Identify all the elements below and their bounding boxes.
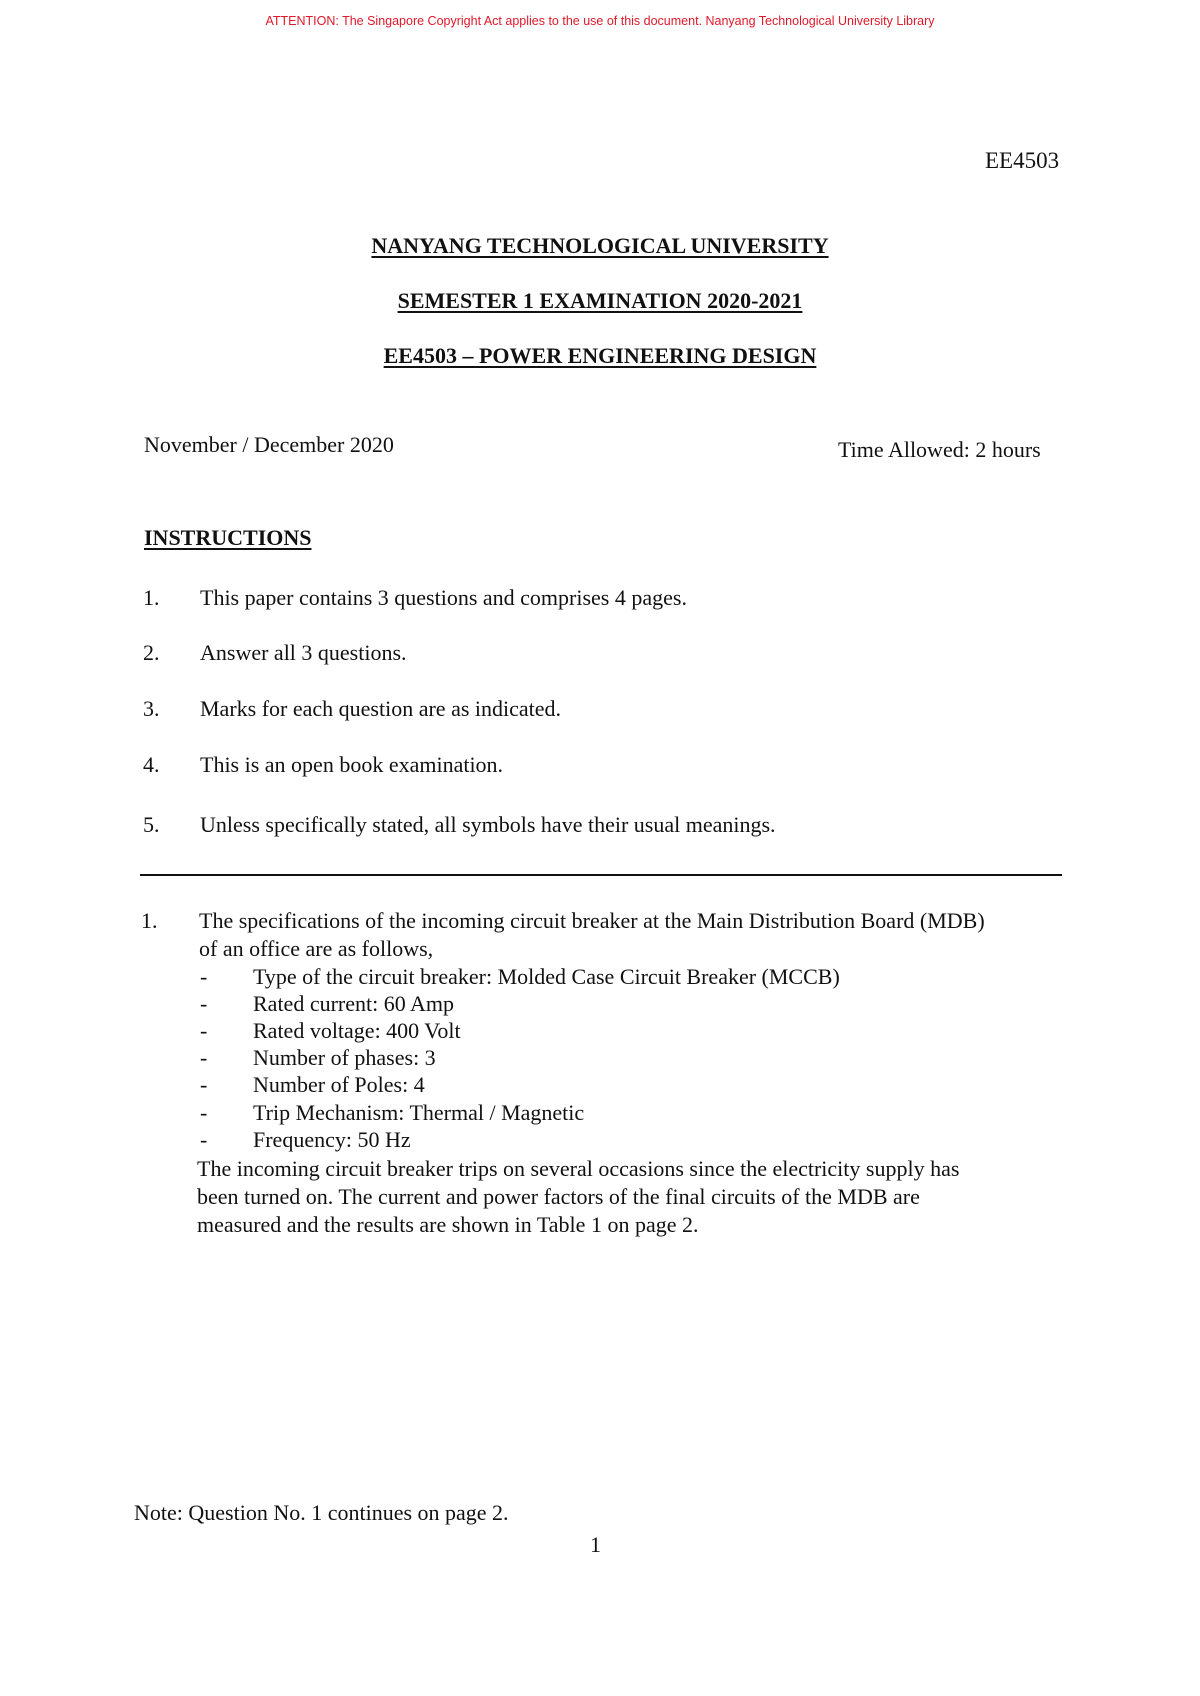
question-paragraph-line: been turned on. The current and power factors of the final circuits of the MDB are xyxy=(197,1184,920,1209)
instruction-text: Marks for each question are as indicated. xyxy=(200,696,562,721)
copyright-attention-banner: ATTENTION: The Singapore Copyright Act applies to the use of this document. Nanyang Technological University Library xyxy=(265,14,935,28)
spec-item: Rated voltage: 400 Volt xyxy=(253,1018,461,1043)
question-intro-line: The specifications of the incoming circuit breaker at the Main Distribution Board (MDB) xyxy=(199,908,985,933)
page-number: 1 xyxy=(590,1532,601,1557)
time-allowed: Time Allowed: 2 hours xyxy=(838,437,1041,462)
instruction-text: Unless specifically stated, all symbols have their usual meanings. xyxy=(200,812,776,837)
spec-item: Number of phases: 3 xyxy=(253,1045,436,1070)
spec-item: Trip Mechanism: Thermal / Magnetic xyxy=(253,1100,585,1125)
university-title: NANYANG TECHNOLOGICAL UNIVERSITY xyxy=(371,233,829,258)
section-divider xyxy=(140,874,1062,876)
instruction-number: 5. xyxy=(143,812,160,837)
course-title: EE4503 – POWER ENGINEERING DESIGN xyxy=(383,343,817,368)
instruction-number: 3. xyxy=(143,696,160,721)
question-intro-line: of an office are as follows, xyxy=(199,936,434,961)
question-paragraph-line: measured and the results are shown in Table 1 on page 2. xyxy=(197,1212,699,1237)
instruction-number: 4. xyxy=(143,752,160,777)
continuation-note: Note: Question No. 1 continues on page 2. xyxy=(134,1500,509,1525)
exam-title: SEMESTER 1 EXAMINATION 2020-2021 xyxy=(397,288,803,313)
bullet-dash: - xyxy=(200,1100,208,1125)
question-number: 1. xyxy=(141,908,158,933)
spec-item: Number of Poles: 4 xyxy=(253,1072,425,1097)
bullet-dash: - xyxy=(200,1072,208,1097)
bullet-dash: - xyxy=(200,1018,208,1043)
bullet-dash: - xyxy=(200,991,208,1016)
exam-date: November / December 2020 xyxy=(144,432,394,457)
bullet-dash: - xyxy=(200,1127,208,1152)
spec-item: Frequency: 50 Hz xyxy=(253,1127,411,1152)
instruction-text: This paper contains 3 questions and comprises 4 pages. xyxy=(200,585,687,610)
instruction-number: 1. xyxy=(143,585,160,610)
bullet-dash: - xyxy=(200,1045,208,1070)
course-code: EE4503 xyxy=(985,148,1060,173)
bullet-dash: - xyxy=(200,964,208,989)
spec-item: Type of the circuit breaker: Molded Case Circuit Breaker (MCCB) xyxy=(253,964,840,989)
instruction-text: This is an open book examination. xyxy=(200,752,504,777)
instructions-heading: INSTRUCTIONS xyxy=(144,525,312,550)
spec-item: Rated current: 60 Amp xyxy=(253,991,455,1016)
instruction-number: 2. xyxy=(143,640,160,665)
instruction-text: Answer all 3 questions. xyxy=(200,640,407,665)
question-paragraph-line: The incoming circuit breaker trips on several occasions since the electricity supply has xyxy=(197,1156,960,1181)
